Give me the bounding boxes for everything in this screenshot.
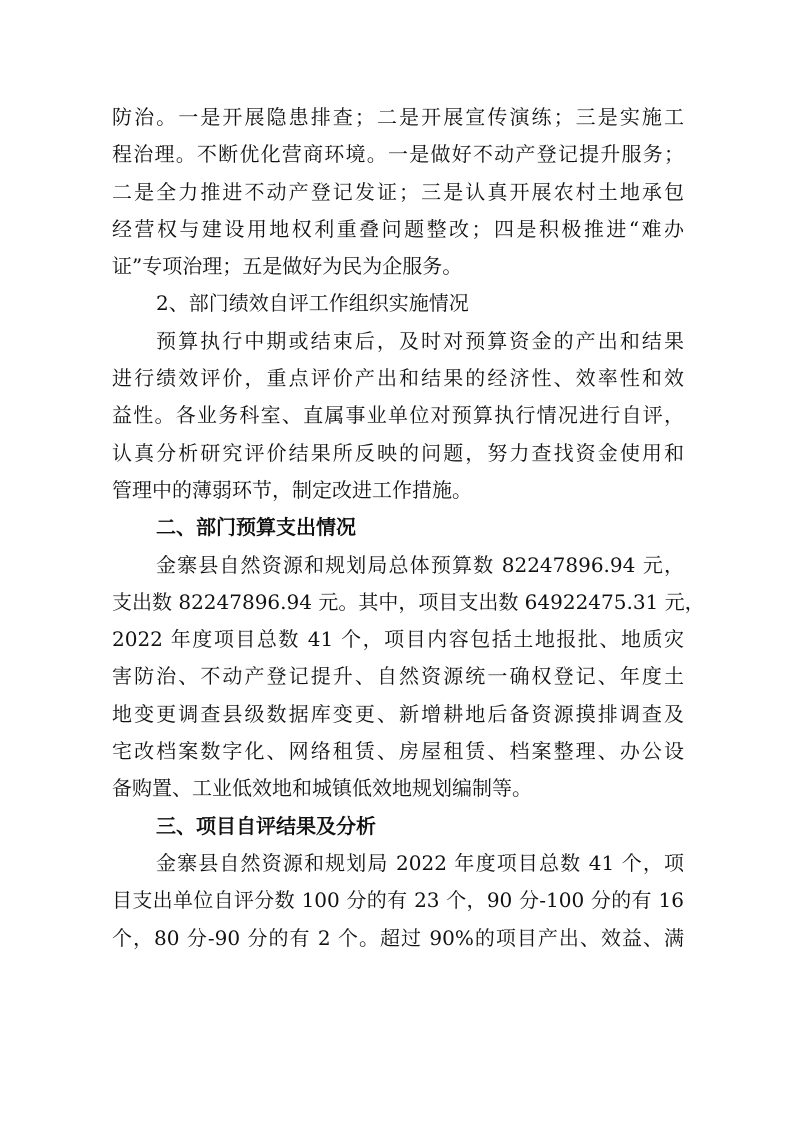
text-line: 2、部门绩效自评工作组织实施情况 [156,291,469,316]
text-line: 益性。各业务科室、直属事业单位对预算执行情况进行自评， [112,403,684,428]
section-heading: 二、部门预算支出情况 [156,515,356,540]
text-line: 目支出单位自评分数 100 分的有 23 个，90 分-100 分的有 16 [112,888,684,913]
text-line: 认真分析研究评价结果所反映的问题，努力查找资金使用和 [112,440,684,465]
text-line: 程治理。不断优化营商环境。一是做好不动产登记提升服务； [112,142,684,167]
text-line: 个，80 分-90 分的有 2 个。超过 90%的项目产出、效益、满 [112,925,684,950]
text-line: 地变更调查县级数据库变更、新增耕地后备资源摸排调查及 [112,701,684,726]
text-line: 二是全力推进不动产登记发证；三是认真开展农村土地承包 [112,179,684,204]
text-line: 证”专项治理；五是做好为民为企服务。 [112,254,463,279]
text-line: 害防治、不动产登记提升、自然资源统一确权登记、年度土 [112,664,684,689]
text-line: 金寨县自然资源和规划局总体预算数 82247896.94 元， [156,552,684,577]
text-line: 金寨县自然资源和规划局 2022 年度项目总数 41 个，项 [156,850,684,875]
text-line: 宅改档案数字化、网络租赁、房屋租赁、档案整理、办公设 [112,739,684,764]
text-line: 进行绩效评价，重点评价产出和结果的经济性、效率性和效 [112,366,684,391]
text-line: 经营权与建设用地权利重叠问题整改；四是积极推进“难办 [112,216,684,241]
section-heading: 三、项目自评结果及分析 [156,813,376,838]
text-line: 防治。一是开展隐患排查；二是开展宣传演练；三是实施工 [112,105,684,129]
text-line: 预算执行中期或结束后，及时对预算资金的产出和结果 [156,328,684,353]
text-line: 支出数 82247896.94 元。其中，项目支出数 64922475.31 元， [112,589,705,614]
document-body [112,99,705,957]
text-line: 管理中的薄弱环节，制定改进工作措施。 [112,477,472,502]
text-line: 2022 年度项目总数 41 个，项目内容包括土地报批、地质灾 [112,627,684,652]
text-line: 备购置、工业低效地和城镇低效地规划编制等。 [112,776,532,801]
